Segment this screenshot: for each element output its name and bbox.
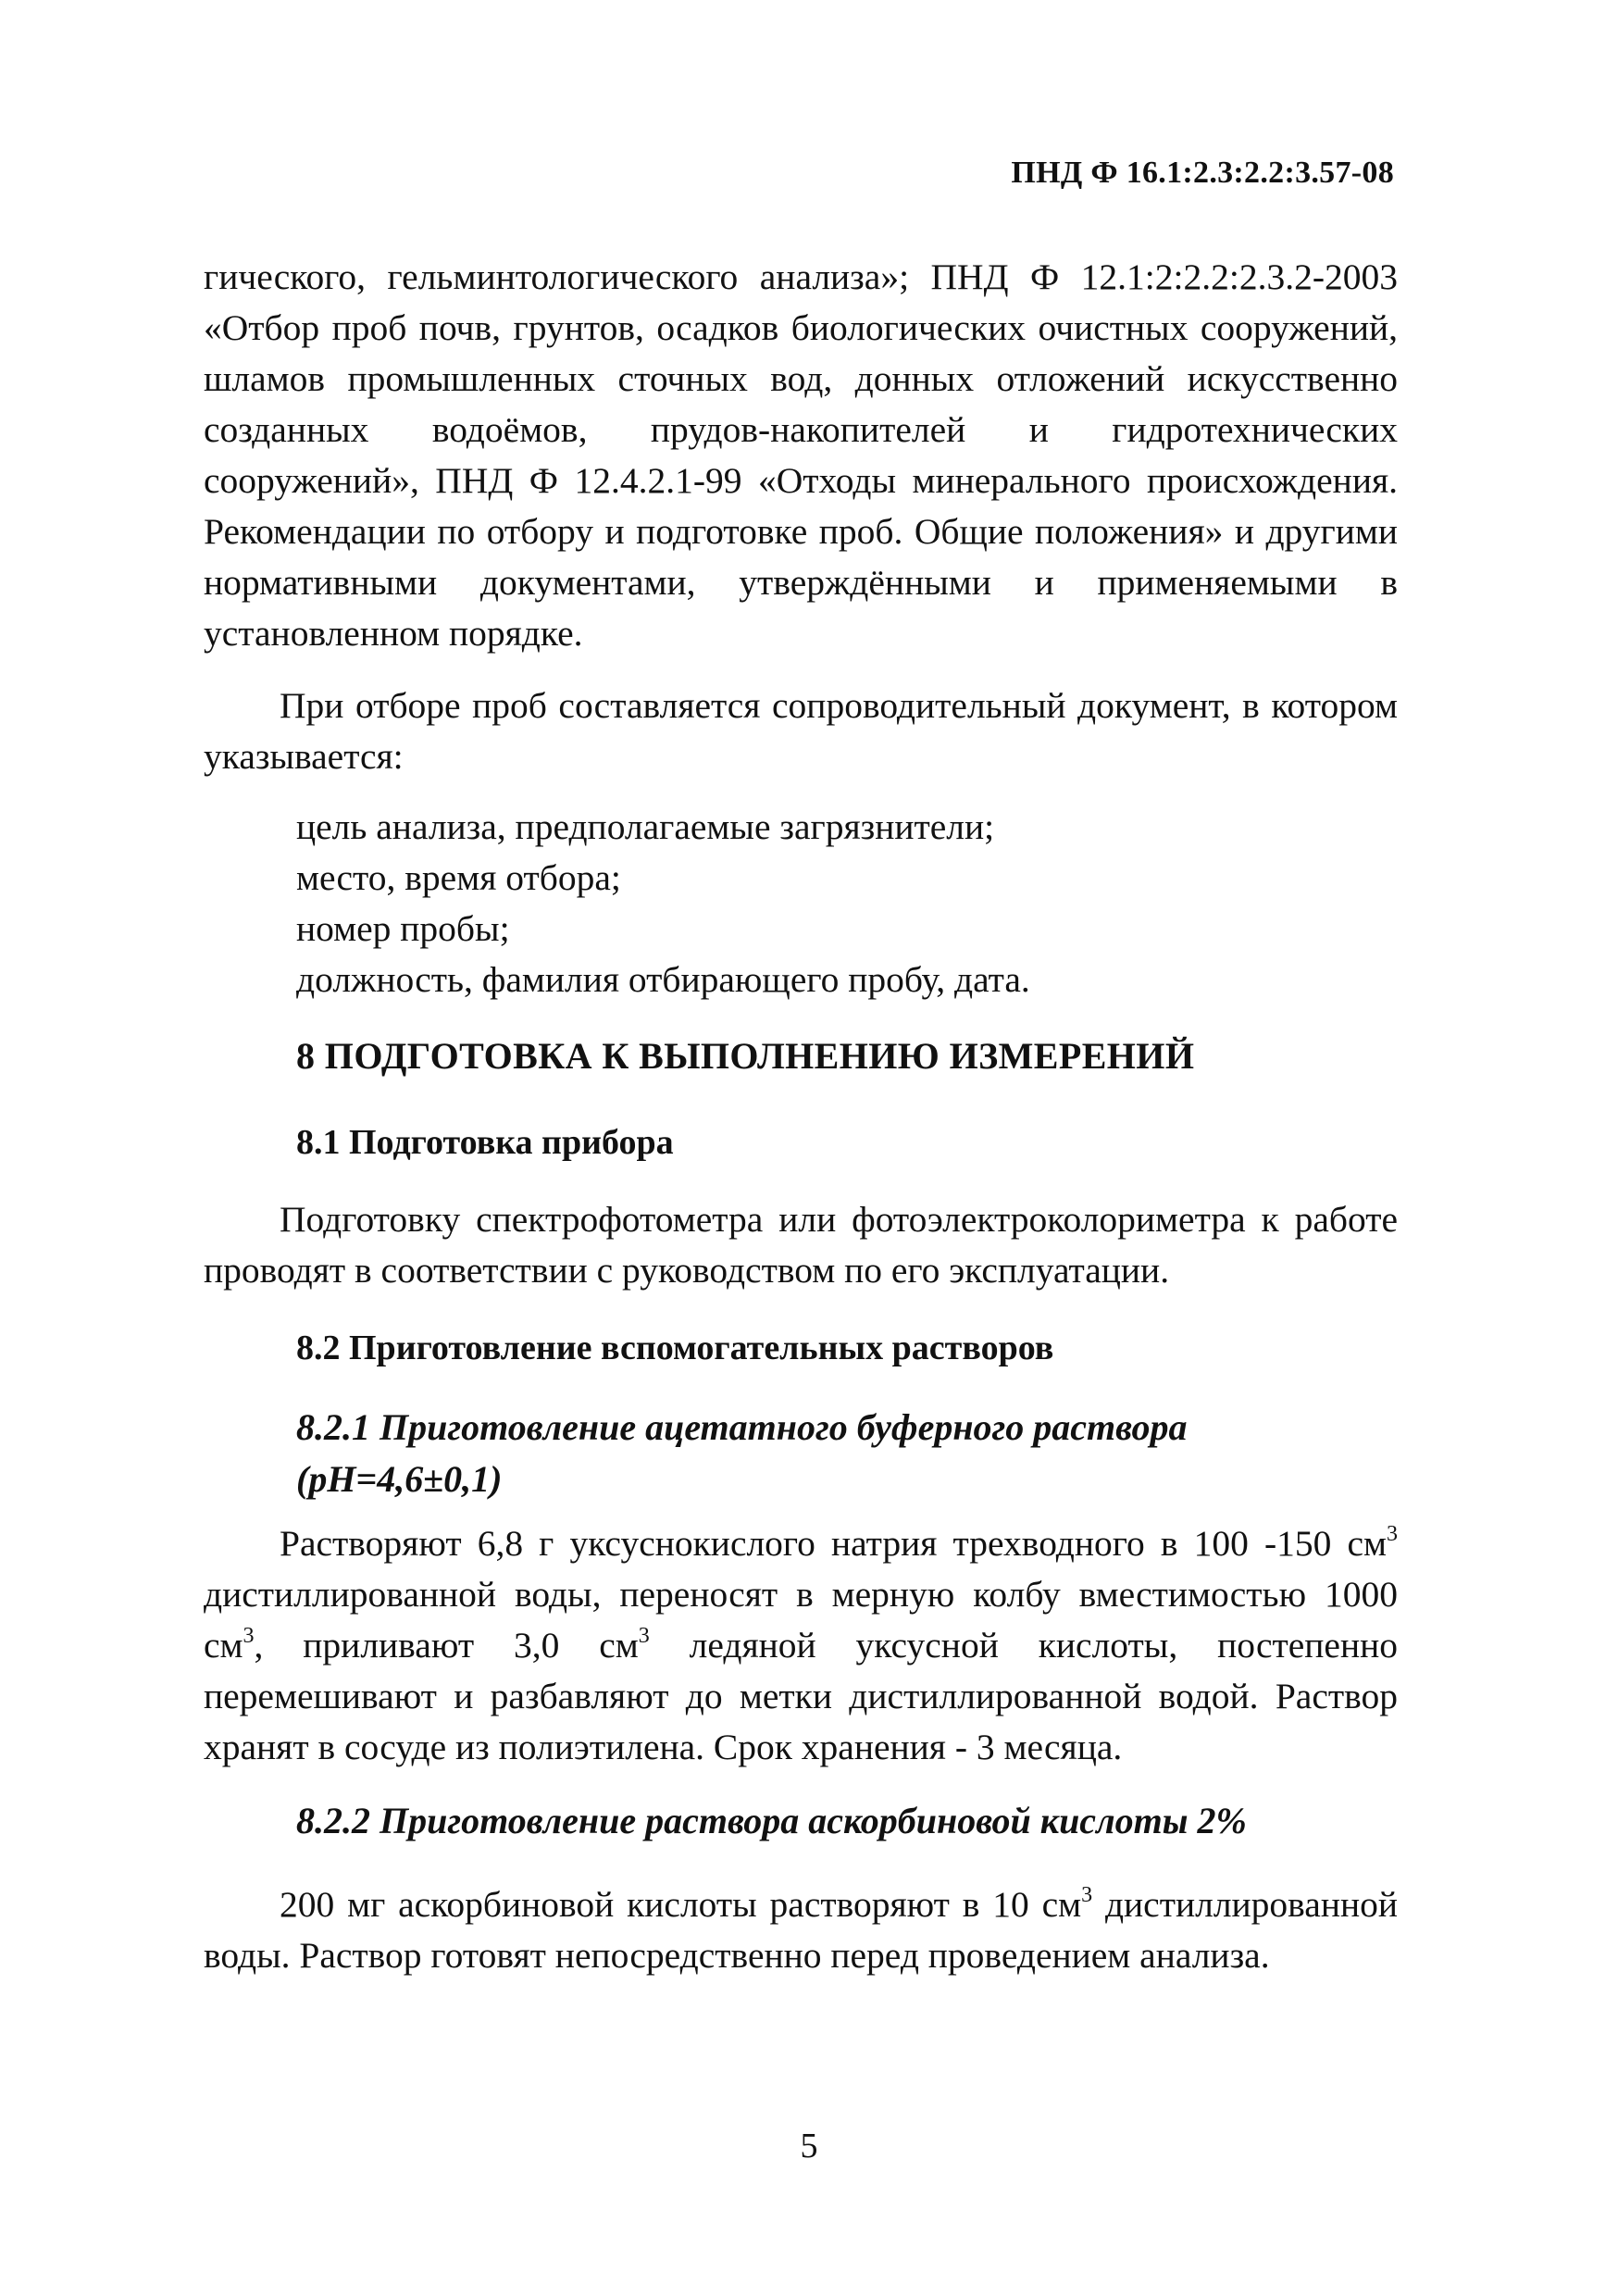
paragraph-buffer-solution xyxy=(204,1518,1398,1773)
page-number: 5 xyxy=(800,2127,818,2165)
paragraph-sampling-document xyxy=(204,680,1398,782)
superscript: 3 xyxy=(243,1624,255,1648)
paragraph-text xyxy=(204,1879,1398,1981)
sampling-info-list xyxy=(296,802,1030,1005)
paragraph-text: Подготовку спектрофотометра или фотоэлектроколориметра к работе проводят в соответствии с руководством по его эксплуатации. xyxy=(204,1199,1398,1291)
paragraph-ascorbic-solution xyxy=(204,1879,1398,1981)
text-run: Растворяют 6,8 г уксуснокислого натрия трехводного в 100 -150 см xyxy=(280,1523,1387,1564)
subsection-heading: 8.1 Подготовка прибора xyxy=(296,1123,674,1162)
subsubsection-heading: 8.2.1 Приготовление ацетатного буферного раствора xyxy=(296,1406,1188,1448)
section-heading: 8 ПОДГОТОВКА К ВЫПОЛНЕНИЮ ИЗМЕРЕНИЙ xyxy=(296,1035,1195,1077)
text-run: дистиллированной воды, переносят в мерную колбу вместимостью 1000 см xyxy=(204,1574,1398,1666)
subsubsection-heading: 8.2.2 Приготовление раствора аскорбиновой кислоты 2% xyxy=(296,1800,1247,1841)
paragraph-text: гического, гельминтологического анализа»; ПНД Ф 12.1:2:2.2:2.3.2-2003 «Отбор проб почв, грунтов, осадков биологических очистных сооружений, шламов промышленных сточных вод, донных отложений искусственно созданных водоёмов, прудов-накопителей и гидротехнических сооружений», ПНД Ф 12.4.2.1-99 «Отходы минерального происхождения. Рекомендации по отбору и подготовке проб. Общие положения» и другими нормативными документами, утверждёнными и применяемыми в установленном порядке. xyxy=(204,256,1398,654)
text-run: дистиллированной воды. Раствор готовят непосредственно перед проведением анализа. xyxy=(204,1884,1399,1976)
paragraph-text xyxy=(204,1518,1398,1773)
superscript: 3 xyxy=(1081,1883,1093,1907)
list-item: номер пробы; xyxy=(296,908,510,949)
text-run: 200 мг аскорбиновой кислоты растворяют в 10 см xyxy=(280,1884,1082,1925)
text-run: ледяной уксусной кислоты, постепенно перемешивают и разбавляют до метки дистиллированной водой. Раствор хранят в сосуде из полиэтилена. Срок хранения - 3 месяца. xyxy=(204,1625,1398,1767)
paragraph-text: При отборе проб составляется сопроводительный документ, в котором указывается: xyxy=(204,685,1398,777)
paragraph-device-prep xyxy=(204,1194,1398,1296)
subsubsection-heading-ph: (pH=4,6±0,1) xyxy=(296,1458,503,1500)
list-item: должность, фамилия отбирающего пробу, дата. xyxy=(296,959,1030,1000)
document-code-header: ПНД Ф 16.1:2.3:2.2:3.57-08 xyxy=(1011,156,1394,190)
superscript: 3 xyxy=(1387,1522,1398,1546)
superscript: 3 xyxy=(638,1624,650,1648)
text-run: , приливают 3,0 см xyxy=(254,1625,639,1666)
list-item: цель анализа, предполагаемые загрязнители; xyxy=(296,806,995,847)
subsection-heading: 8.2 Приготовление вспомогательных растворов xyxy=(296,1329,1054,1367)
list-item: место, время отбора; xyxy=(296,857,621,898)
paragraph-references xyxy=(204,252,1398,659)
